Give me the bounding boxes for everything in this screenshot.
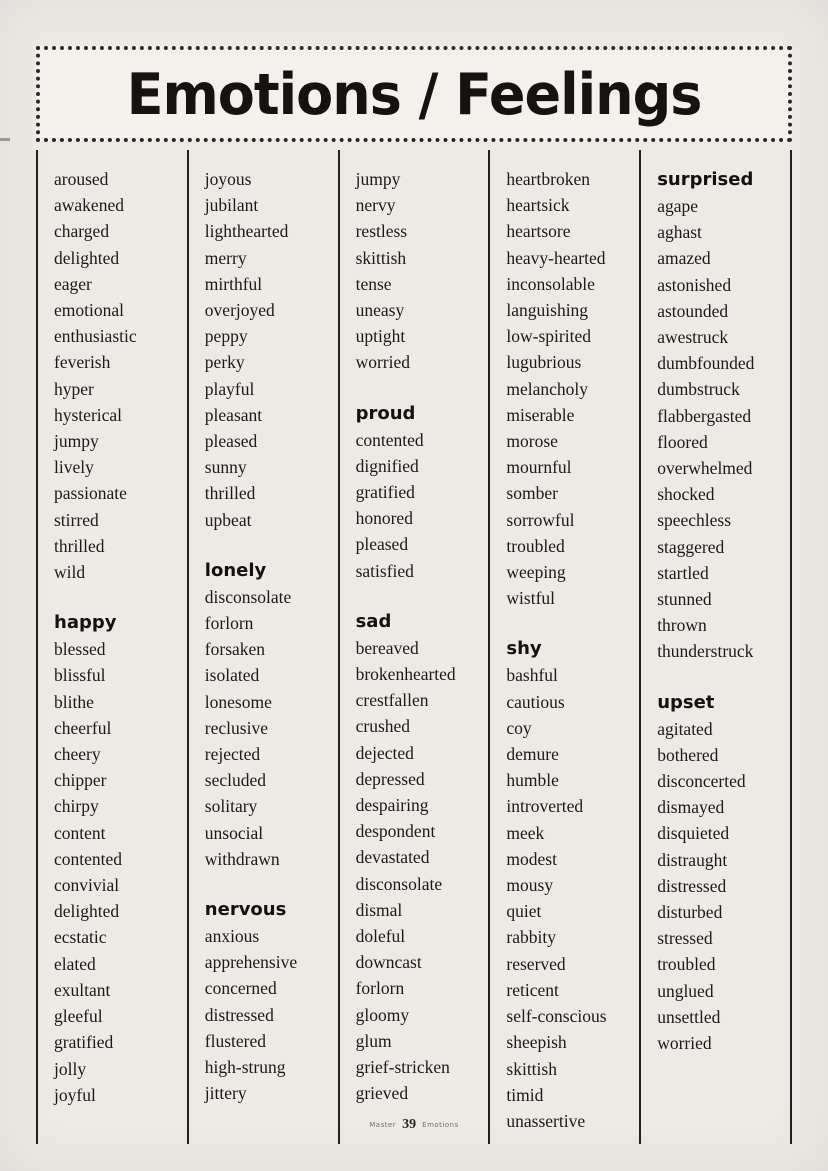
emotion-word: cheerful [54,717,112,738]
category-header: shy [506,638,542,660]
emotion-word: chipper [54,770,107,791]
emotion-word: sunny [204,457,247,478]
emotion-word: worried [355,352,411,373]
emotion-word: heavy-hearted [506,247,606,268]
emotion-word: stressed [657,928,713,949]
category-header: happy [54,612,117,634]
emotion-word: disquieted [657,823,730,844]
emotion-word: worried [657,1033,712,1054]
emotion-word: uneasy [355,300,405,321]
emotion-word: bothered [657,744,719,765]
emotion-word: apprehensive [204,952,298,973]
emotion-word: wild [54,562,86,583]
emotion-word: heartsore [506,221,571,242]
emotion-word: emotional [54,300,124,321]
emotion-word: distressed [657,875,727,896]
emotion-word: modest [506,848,557,869]
emotion-word: astonished [657,274,732,295]
category-block [356,166,483,376]
word-columns [36,150,792,1144]
emotion-word: joyful [54,1084,96,1105]
emotion-word: rejected [204,744,261,765]
emotion-word: lively [54,457,94,478]
emotion-word: shocked [657,484,715,505]
emotion-word: bashful [506,665,558,686]
emotion-word: forlorn [355,978,405,999]
emotion-word: thrilled [54,535,105,556]
emotion-word: flabbergasted [657,405,752,426]
emotion-word: unsettled [657,1006,721,1027]
emotion-word: agape [657,196,698,216]
category-block [356,608,483,1107]
emotion-word: crushed [355,716,411,737]
category-block [205,557,332,872]
category-block [54,166,181,585]
emotion-word: stirred [54,509,99,530]
emotion-word: timid [506,1084,544,1105]
emotion-word: despondent [355,821,436,842]
emotion-word: dumbfounded [657,353,755,374]
emotion-word: disconsolate [204,586,292,607]
emotion-word: troubled [506,535,565,556]
page-footer [0,1117,828,1133]
emotion-word: disconcerted [657,771,746,792]
emotion-word: skittish [355,247,407,268]
emotion-word: upbeat [204,509,252,530]
emotion-word: dumbstruck [657,379,740,400]
emotion-word: devastated [355,847,430,868]
emotion-word: joyous [204,169,252,189]
emotion-word: distressed [204,1004,274,1025]
emotion-word: wistful [506,588,556,609]
emotion-word: languishing [506,300,589,321]
emotion-word: awestruck [657,327,729,348]
emotion-word: skittish [506,1058,557,1079]
emotion-word: jolly [54,1058,87,1079]
category-block [657,689,784,1057]
emotion-word: sheepish [506,1032,567,1053]
emotion-word: miserable [506,404,575,425]
category-block [657,166,784,665]
emotion-word: agitated [657,718,713,739]
word-column-1 [38,150,189,1144]
title-box [36,46,792,142]
emotion-word: peppy [204,326,248,347]
category-header: surprised [657,169,754,190]
emotion-word: sorrowful [506,509,575,530]
emotion-word: rabbity [506,927,556,948]
emotion-word: mousy [506,875,554,896]
emotion-word: unglued [657,980,714,1001]
emotion-word: enthusiastic [54,326,137,347]
emotion-word: contented [54,848,123,869]
emotion-word: merry [204,247,247,268]
category-header: lonely [204,559,267,581]
emotion-word: overjoyed [204,300,275,321]
emotion-word: ecstatic [54,927,107,948]
emotion-word: downcast [355,952,422,973]
emotion-word: lugubrious [506,352,582,373]
emotion-word: withdrawn [204,848,280,869]
emotion-word: feverish [54,352,111,373]
category-header: sad [355,610,392,632]
emotion-word: unassertive [506,1110,586,1131]
category-block [54,609,181,1108]
emotion-word: overwhelmed [657,458,753,479]
emotion-word: distraught [657,849,728,870]
emotion-word: jubilant [204,195,259,216]
emotion-word: despairing [355,795,429,816]
emotion-word: blessed [54,639,106,660]
emotion-word: reserved [506,953,566,974]
emotion-word: cautious [506,691,565,712]
emotion-word: glum [355,1030,392,1051]
emotion-word: delighted [54,901,120,922]
emotion-word: quiet [506,901,542,922]
emotion-word: stunned [657,589,712,610]
emotion-word: morose [506,431,558,452]
emotion-word: concerned [204,978,277,999]
emotion-word: disturbed [657,902,723,923]
emotion-word: heartbroken [506,169,590,189]
emotion-word: forlorn [204,613,254,634]
emotion-word: gratified [355,482,415,503]
emotion-word: forsaken [204,639,266,660]
emotion-word: staggered [657,536,725,557]
category-block [356,400,483,584]
emotion-word: lonesome [204,691,272,712]
emotion-word: chirpy [54,796,99,817]
emotion-word: anxious [204,926,260,947]
emotion-word: honored [355,508,413,529]
emotion-word: pleased [355,534,409,555]
emotion-word: dignified [355,455,419,476]
category-block [506,166,633,611]
emotion-word: awakened [54,195,124,216]
category-block [506,635,633,1134]
emotion-word: eager [54,273,92,294]
word-column-4 [490,150,641,1144]
emotion-word: dejected [355,742,414,763]
emotion-word: flustered [204,1030,267,1051]
emotion-word: melancholy [506,378,589,399]
emotion-word: startled [657,562,709,583]
category-block [205,896,332,1106]
emotion-word: self-conscious [506,1006,607,1027]
emotion-word: meek [506,822,545,843]
emotion-word: elated [54,953,96,974]
emotion-word: gratified [54,1032,114,1053]
emotion-word: inconsolable [506,273,595,294]
emotion-word: mirthful [204,273,263,294]
emotion-word: disconsolate [355,873,443,894]
category-header: proud [355,402,416,424]
emotion-word: reclusive [204,717,268,738]
emotion-word: pleasant [204,404,263,425]
scan-artifact [0,138,10,141]
emotion-word: lighthearted [204,221,289,242]
emotion-word: convivial [54,875,120,896]
emotion-word: satisfied [355,560,414,581]
category-header: nervous [204,899,287,921]
emotion-word: high-strung [204,1057,286,1078]
emotion-word: bereaved [355,637,419,658]
emotion-word: brokenhearted [355,664,456,685]
emotion-word: weeping [506,562,566,583]
emotion-word: tense [355,273,392,294]
emotion-word: blissful [54,665,106,686]
emotion-word: demure [506,744,559,765]
category-block [205,166,332,533]
emotion-word: perky [204,352,245,373]
emotion-word: exultant [54,979,111,1000]
emotion-word: dismayed [657,797,725,818]
emotion-word: cheery [54,744,101,765]
emotion-word: uptight [355,326,406,347]
emotion-word: coy [506,717,532,738]
emotion-word: amazed [657,248,711,269]
emotion-word: thrilled [204,483,256,504]
emotion-word: astounded [657,300,729,321]
emotion-word: gloomy [355,1004,410,1025]
emotion-word: dismal [355,899,403,920]
emotion-word: gleeful [54,1006,103,1027]
emotion-word: depressed [355,768,425,789]
emotion-word: troubled [657,954,716,975]
emotion-word: aghast [657,222,702,243]
emotion-word: restless [355,221,408,242]
emotion-word: blithe [54,691,94,712]
emotion-word: aroused [54,169,109,189]
emotion-word: isolated [204,665,260,686]
emotion-word: floored [657,431,708,452]
emotion-word: unsocial [204,822,264,843]
word-column-3 [340,150,491,1144]
emotion-word: speechless [657,510,732,531]
emotion-word: jumpy [54,431,99,452]
emotion-word: passionate [54,483,127,504]
emotion-word: humble [506,770,559,791]
emotion-word: somber [506,483,558,504]
emotion-word: grief-stricken [355,1057,450,1078]
emotion-word: delighted [54,247,120,268]
emotion-word: jumpy [355,169,401,189]
emotion-word: thunderstruck [657,641,754,662]
word-column-2 [189,150,340,1144]
emotion-word: nervy [355,195,396,216]
emotion-word: reticent [506,979,559,1000]
page-title: Emotions / Feelings [126,60,702,128]
emotion-word: doleful [355,926,406,947]
emotion-word: thrown [657,615,707,636]
emotion-word: hysterical [54,404,123,425]
emotion-word: solitary [204,796,258,817]
emotion-word: charged [54,221,110,242]
category-header: upset [657,691,715,713]
emotion-word: mournful [506,457,572,478]
emotion-word: crestfallen [355,690,429,711]
footer-left-text: Master [369,1121,397,1129]
emotion-word: pleased [204,431,258,452]
emotion-word: hyper [54,378,94,399]
emotion-word: playful [204,378,255,399]
emotion-word: introverted [506,796,584,817]
emotion-word: contented [355,429,424,450]
emotion-word: heartsick [506,195,570,216]
emotion-word: secluded [204,770,267,791]
word-column-5 [641,150,790,1144]
emotion-word: grieved [355,1083,409,1104]
emotion-word: content [54,822,106,843]
emotion-word: low-spirited [506,326,591,347]
footer-right-text: Emotions [422,1121,459,1129]
page-number: 39 [402,1117,417,1132]
emotion-word: jittery [204,1083,247,1104]
